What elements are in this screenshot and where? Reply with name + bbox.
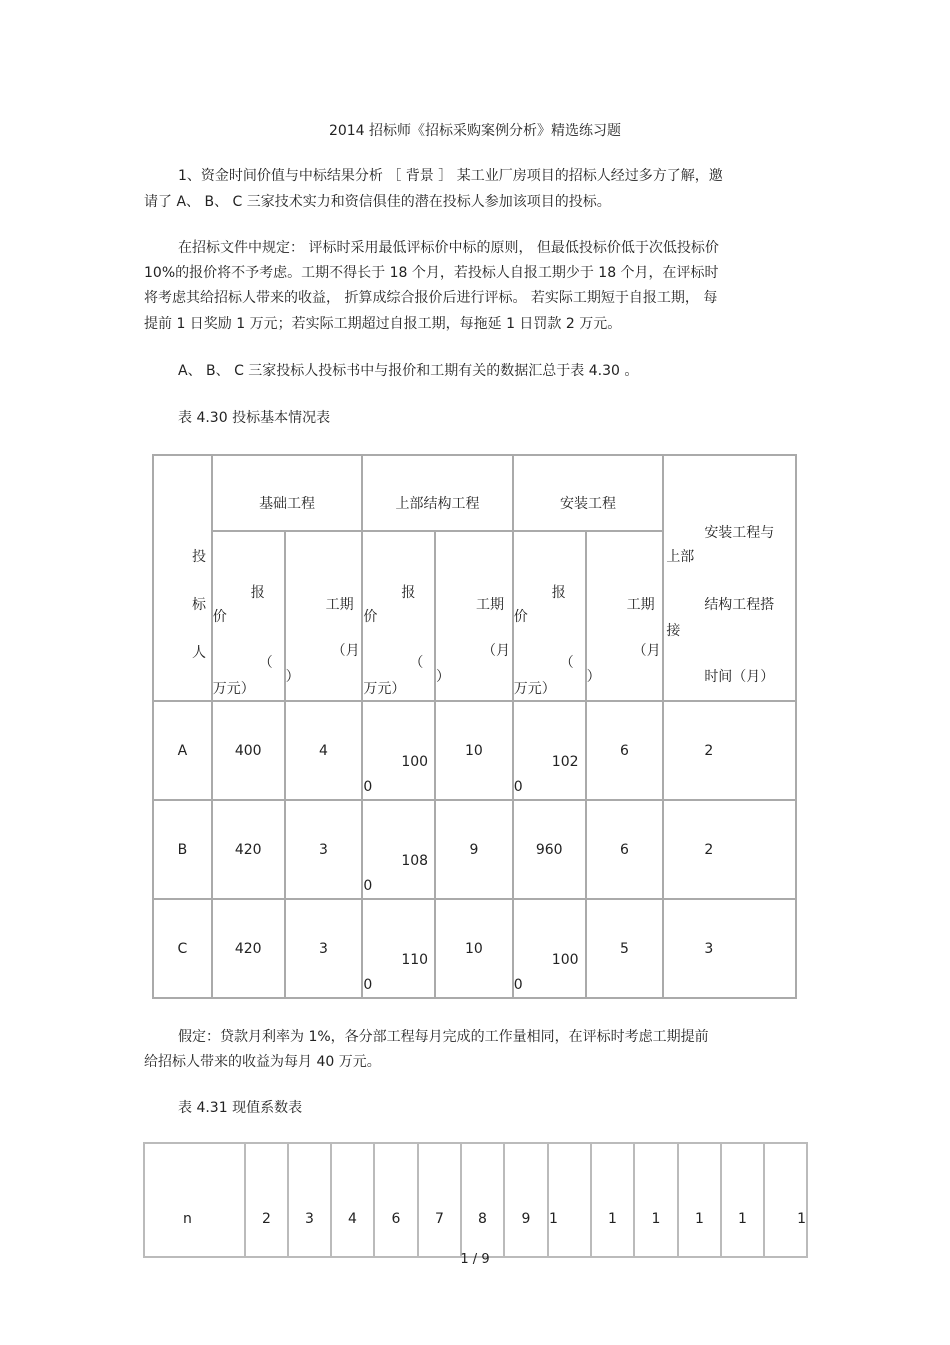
cell-upper-price: 100 0 [362,701,435,800]
paragraph-3: A、 B、 C 三家投标人投标书中与报价和工期有关的数据汇总于表 4.30 。 [178,363,639,379]
header-foundation-price: 报 价 （ 万元） [212,531,285,701]
paragraph-2-line-2: 10%的报价将不予考虑。工期不得长于 18 个月，若投标人自报工期少于 18 个月，在评标时 [144,265,719,281]
cell-bidder: C [153,899,212,998]
cell-base-period: 3 [285,800,363,899]
cell-install-price: 102 0 [513,701,586,800]
paragraph-4-line-1: 假定：贷款月利率为 1%，各分部工程每月完成的工作量相同，在评标时考虑工期提前 [178,1029,709,1045]
cell-install-period: 6 [586,800,664,899]
cell-period: 1 [721,1143,764,1257]
table-4-30-caption: 表 4.30 投标基本情况表 [178,410,331,426]
cell-period: 1 [548,1143,591,1257]
header-overlap-time: 安装工程与 上部 结构工程搭 接 时间（月） [663,455,796,701]
cell-base-price: 420 [212,800,285,899]
cell-period: 1 [764,1143,807,1257]
cell-bidder: B [153,800,212,899]
cell-period: 9 [504,1143,548,1257]
cell-upper-price: 108 0 [362,800,435,899]
cell-period: 3 [288,1143,331,1257]
table-row [153,800,796,899]
cell-overlap: 3 [663,899,796,998]
cell-base-price: 400 [212,701,285,800]
cell-period: 4 [331,1143,374,1257]
header-bidder: 投 标 人 [153,455,212,701]
table-row [153,899,796,998]
header-upper-price: 报 价 （ 万元） [362,531,435,701]
present-value-table [143,1142,808,1258]
header-upper-structure: 上部结构工程 [362,455,512,531]
paragraph-2-line-1: 在招标文件中规定： 评标时采用最低评标价中标的原则， 但最低投标价低于次低投标价 [178,240,719,256]
cell-install-price: 100 0 [513,899,586,998]
bid-info-table [152,454,797,999]
cell-period: 2 [245,1143,288,1257]
cell-base-period: 3 [285,899,363,998]
cell-upper-price: 110 0 [362,899,435,998]
paragraph-1-line-1: 1、资金时间价值与中标结果分析 ［ 背景 ］ 某工业厂房项目的招标人经过多方了解，邀 [178,168,723,184]
cell-upper-period: 10 [435,899,513,998]
cell-period: 1 [678,1143,721,1257]
paragraph-4-line-2: 给招标人带来的收益为每月 40 万元。 [144,1054,381,1070]
cell-install-period: 6 [586,701,664,800]
table-row [144,1143,807,1257]
header-foundation-period: 工期 （月 ） [285,531,363,701]
table-row [153,701,796,800]
cell-period: 1 [591,1143,634,1257]
page-number: 1 / 9 [460,1252,490,1267]
cell-period: 8 [461,1143,504,1257]
cell-bidder: A [153,701,212,800]
paragraph-2-line-4: 提前 1 日奖励 1 万元；若实际工期超过自报工期，每拖延 1 日罚款 2 万元。 [144,316,622,332]
cell-overlap: 2 [663,701,796,800]
cell-base-period: 4 [285,701,363,800]
header-install-period: 工期 （月 ） [586,531,664,701]
cell-period: 7 [418,1143,461,1257]
header-installation: 安装工程 [513,455,664,531]
cell-period: 6 [374,1143,418,1257]
cell-install-price: 960 [513,800,586,899]
header-upper-period: 工期 （月 ） [435,531,513,701]
paragraph-1-line-2: 请了 A、 B、 C 三家技术实力和资信俱佳的潜在投标人参加该项目的投标。 [144,194,611,210]
cell-overlap: 2 [663,800,796,899]
cell-n: n [144,1143,245,1257]
cell-install-period: 5 [586,899,664,998]
header-install-price: 报 价 （ 万元） [513,531,586,701]
cell-upper-period: 10 [435,701,513,800]
paragraph-2-line-3: 将考虑其给招标人带来的收益， 折算成综合报价后进行评标。 若实际工期短于自报工期， 每 [144,290,718,306]
cell-period: 1 [634,1143,678,1257]
cell-base-price: 420 [212,899,285,998]
header-foundation: 基础工程 [212,455,363,531]
table-4-31-caption: 表 4.31 现值系数表 [178,1100,303,1116]
cell-upper-period: 9 [435,800,513,899]
page-title: 2014 招标师《招标采购案例分析》精选练习题 [328,123,622,139]
